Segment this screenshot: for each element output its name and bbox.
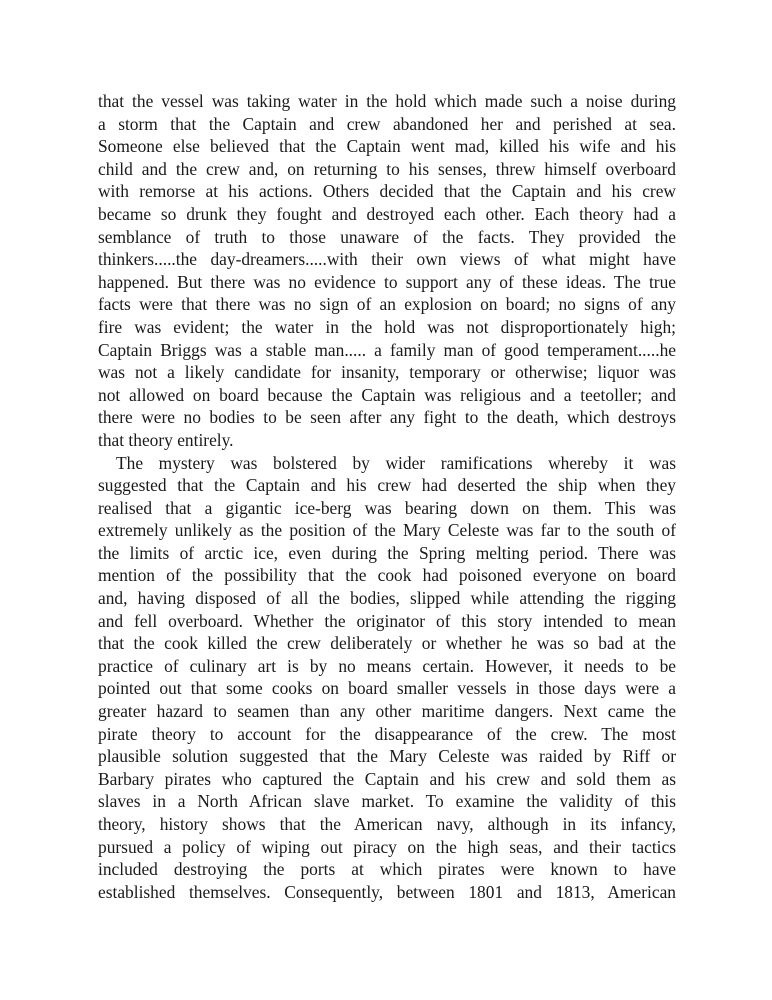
- text-line: Someone else believed that the Captain went mad, killed his wife and his: [98, 136, 676, 157]
- text-line: there were no bodies to be seen after any fight to the death, which destroys: [98, 407, 676, 428]
- text-line: practice of culinary art is by no means certain. However, it needs to be: [98, 655, 676, 676]
- text-line: established themselves. Consequently, between 1801 and 1813, American: [98, 881, 676, 902]
- text-line: thinkers.....the day-dreamers.....with their own views of what might have: [98, 249, 676, 270]
- text-line: and fell overboard. Whether the originator of this story intended to mean: [98, 610, 676, 631]
- text-line: Captain Briggs was a stable man..... a family man of good temperament.....he: [98, 339, 676, 360]
- text-line: slaves in a North African slave market. To examine the validity of this: [98, 791, 676, 812]
- document-page: [98, 90, 676, 903]
- text-line: pursued a policy of wiping out piracy on the high seas, and their tactics: [98, 836, 676, 857]
- text-line: was not a likely candidate for insanity, temporary or otherwise; liquor was: [98, 362, 676, 383]
- text-line: not allowed on board because the Captain was religious and a teetoller; and: [98, 384, 676, 405]
- text-line: facts were that there was no sign of an explosion on board; no signs of any: [98, 294, 676, 315]
- text-line: included destroying the ports at which pirates were known to have: [98, 859, 676, 880]
- text-line: that the vessel was taking water in the hold which made such a noise during: [98, 91, 676, 111]
- text-line: and, having disposed of all the bodies, slipped while attending the rigging: [98, 588, 676, 609]
- text-line: pointed out that some cooks on board smaller vessels in those days were a: [98, 678, 676, 699]
- paragraph-first-line: The mystery was bolstered by wider ramifications whereby it was: [116, 452, 676, 473]
- text-line: suggested that the Captain and his crew had deserted the ship when they: [98, 475, 676, 496]
- text-line: became so drunk they fought and destroyed each other. Each theory had a: [98, 203, 676, 224]
- text-line: greater hazard to seamen than any other maritime dangers. Next came the: [98, 701, 676, 722]
- text-line: plausible solution suggested that the Mary Celeste was raided by Riff or: [98, 746, 676, 767]
- text-line: extremely unlikely as the position of the Mary Celeste was far to the south of: [98, 520, 676, 541]
- text-line: theory, history shows that the American navy, although in its infancy,: [98, 814, 676, 834]
- text-line: child and the crew and, on returning to his senses, threw himself overboard: [98, 158, 676, 179]
- text-line: the limits of arctic ice, even during the Spring melting period. There was: [98, 542, 676, 563]
- text-line: pirate theory to account for the disappearance of the crew. The most: [98, 723, 676, 744]
- text-line: that the cook killed the crew deliberately or whether he was so bad at the: [98, 633, 676, 654]
- text-line: happened. But there was no evidence to support any of these ideas. The true: [98, 271, 676, 292]
- text-line: fire was evident; the water in the hold was not disproportionately high;: [98, 316, 676, 337]
- text-line: with remorse at his actions. Others decided that the Captain and his crew: [98, 181, 676, 202]
- text-line: mention of the possibility that the cook had poisoned everyone on board: [98, 565, 676, 586]
- text-line: Barbary pirates who captured the Captain and his crew and sold them as: [98, 768, 676, 789]
- text-line: a storm that the Captain and crew abandoned her and perished at sea.: [98, 113, 676, 134]
- text-line: realised that a gigantic ice-berg was bearing down on them. This was: [98, 497, 676, 518]
- text-line: semblance of truth to those unaware of the facts. They provided the: [98, 226, 676, 247]
- text-line: that theory entirely.: [98, 429, 234, 450]
